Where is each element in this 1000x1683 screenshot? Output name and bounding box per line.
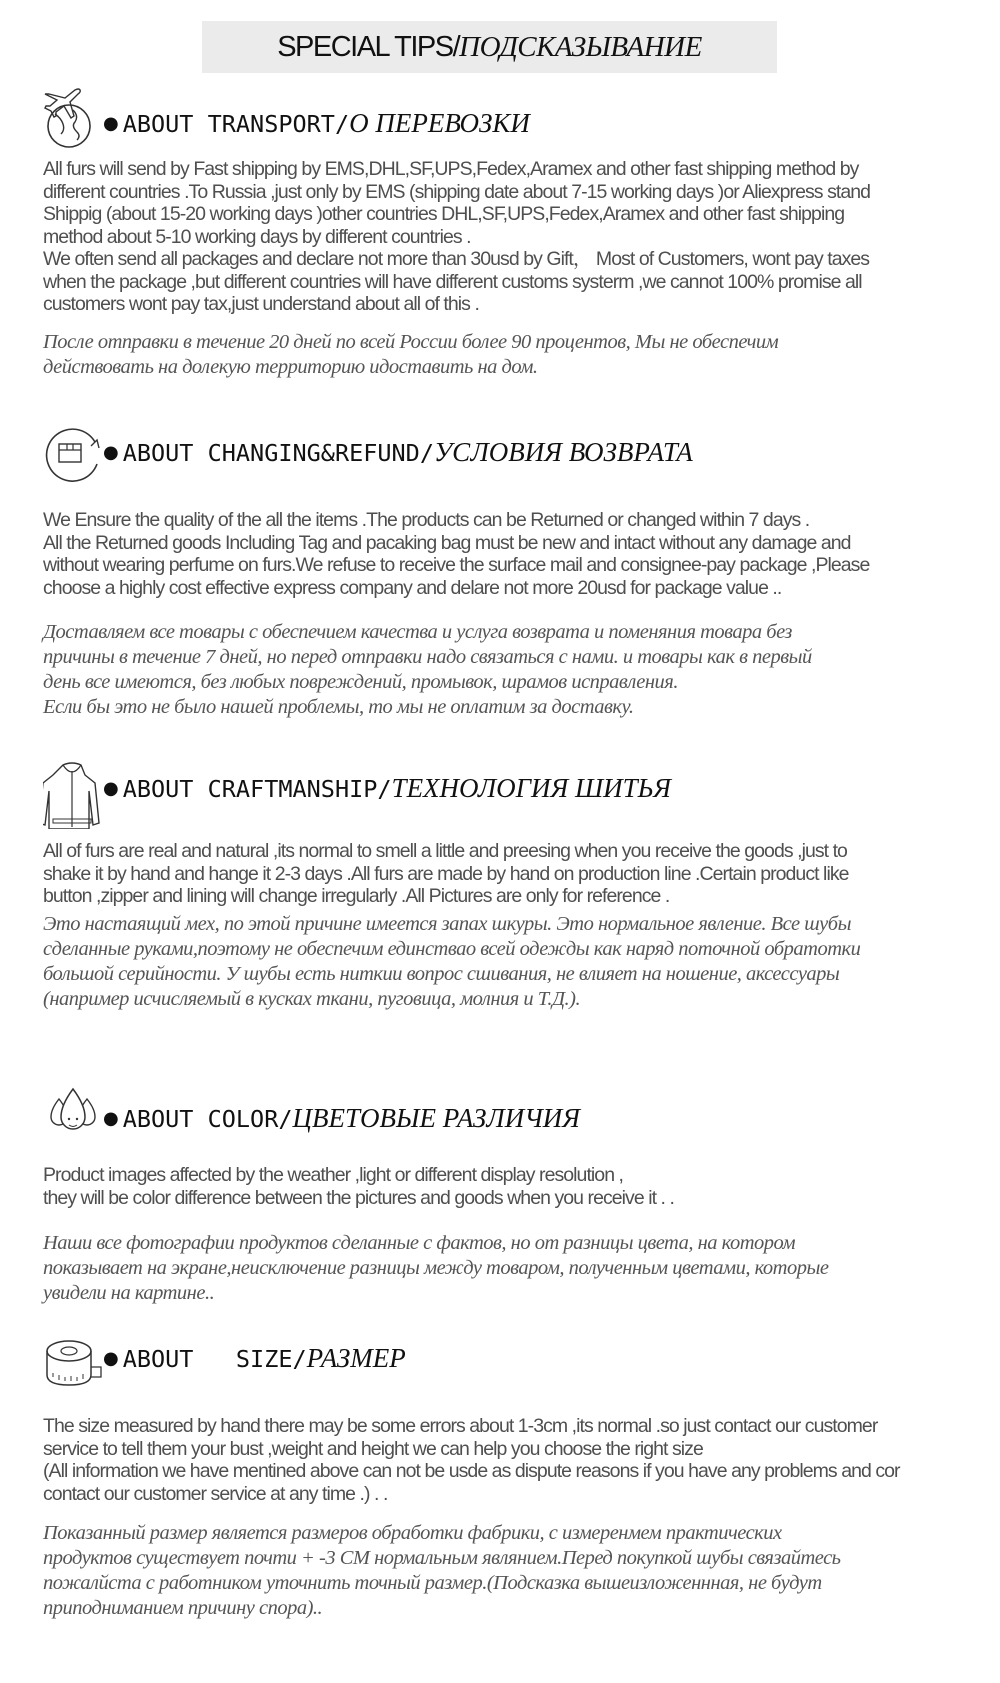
color-drops-icon (43, 1085, 105, 1145)
section-title-ru: О ПЕРЕВОЗКИ (349, 108, 530, 138)
section-title-ru: РАЗМЕР (306, 1343, 406, 1373)
section-title-ru: ЦВЕТОВЫЕ РАЗЛИЧИЯ (292, 1103, 581, 1133)
bullet-icon: ● (103, 778, 119, 799)
section-refund (43, 420, 993, 718)
section-title-ru: УСЛОВИЯ ВОЗВРАТА (433, 437, 693, 467)
bullet-icon: ● (103, 113, 119, 134)
section-title (103, 1103, 580, 1134)
section-title-en: ABOUT CRAFTMANSHIP/ (122, 774, 392, 803)
section-body-en: Product images affected by the weather ,light or different display resolution , they will be color difference between the pictures and goods when you receive it . . (43, 1164, 674, 1209)
section-title (103, 1343, 406, 1374)
section-title-en: ABOUT COLOR/ (122, 1104, 293, 1133)
section-title (103, 437, 693, 468)
section-body-ru: Это настаящий мех, по этой причине имеется запах шкуры. Это нормальное явление. Все шубы сделанные руками,поэтому не обеспечим единстваo всей одежды как наряд поточной обратотки большой серийности. У шубы есть ниткии вопрос сшивания, не влияет на ношение, аксессуары (например исчисляемый в кусках ткани, пуговица, молния и Т.Д.). (43, 913, 861, 1010)
section-body-en: The size measured by hand there may be some errors about 1-3cm ,its normal .so just contact our customer service to tell them your bust ,weight and height we can help you choose the right size (All information we have mentined above can not be usde as dispute reasons if you have any problems and cor contact our customer service at any time .) . . (43, 1415, 900, 1505)
section-body-ru: Доставляем все товары с обеспечием качества и услуга возврата и поменяния товара без причины в течение 7 дней, но перед отправки надо связаться с нами. и товары как в первый день все имеются, без любых повреждений, промывок, шрамов исправления. Если бы это не было нашей проблемы, то мы не оплатим за доставку. (43, 621, 812, 718)
bullet-icon: ● (103, 442, 119, 463)
section-craftmanship (43, 755, 993, 1010)
bullet-icon: ● (103, 1108, 119, 1129)
section-body-ru: Наши все фотографии продуктов сделанные с фактов, но от разницы цвета, на котором показывает на экране,неисключение разницы между товаром, полученным цветами, которые увидели на картине.. (43, 1232, 829, 1304)
title-ru: ПОДСКАЗЫВАНИЕ (459, 30, 702, 63)
section-body-en: We Ensure the quality of the all the items .The products can be Returned or changed within 7 days . All the Returned goods Including Tag and pacaking bag must be new and intact without any damage and without wearing perfume on furs.We refuse to receive the surface mail and consignee-pay package ,Please choose a highly cost effective express company and delare not more 20usd for package value .. (43, 509, 870, 599)
box-return-icon (43, 424, 105, 484)
section-body-en: All of furs are real and natural ,its normal to smell a little and preesing when you receive the goods ,just to shake it by hand and hange it 2-3 days .All furs are made by hand on production line .Certain product like button ,zipper and lining will change irregularly .All Pictures are only for reference . (43, 840, 849, 907)
section-transport (43, 80, 993, 378)
section-body-ru: После отправки в течение 20 дней по всей России более 90 процентов, Мы не обеспечим действовать на долекую территорию идоставить на дом. (43, 331, 779, 378)
measuring-tape-icon (43, 1335, 103, 1387)
section-title (103, 108, 530, 139)
section-size (43, 1335, 993, 1619)
section-color (43, 1085, 993, 1304)
section-body-en: All furs will send by Fast shipping by EMS,DHL,SF,UPS,Fedex,Aramex and other fast shipping method by different countries .To Russia ,just only by EMS (shipping date about 7-15 working days )or Aliexpress stand Shippig (about 15-20 working days )other countries DHL,SF,UPS,Fedex,Aramex and other fast shipping method about 5-10 working days by different countries . We often send all packages and declare not more than 30usd by Gift， Most of Customers, wont pay taxes when the package ,but different countries will have different customs systerm ,we cannot 100% promise all customers wont pay tax,just understand about all of this . (43, 158, 871, 315)
section-title-en: ABOUT CHANGING&REFUND/ (122, 438, 434, 467)
section-title-en: ABOUT TRANSPORT/ (122, 109, 350, 138)
title-banner (202, 21, 777, 73)
section-title (103, 773, 671, 804)
globe-airplane-icon (43, 84, 101, 150)
section-title-ru: ТЕХНОЛОГИЯ ШИТЬЯ (391, 773, 671, 803)
section-title-en: ABOUT SIZE/ (122, 1344, 307, 1373)
bullet-icon: ● (103, 1348, 119, 1369)
jacket-icon (43, 761, 101, 829)
section-body-ru: Показанный размер является размеров обработки фабрики, с измеренмем практических продуктов существует почти + -3 СМ нормальным являнием.Перед покупкой шубы связайтесь пожалйста с работником уточнить точный размер.(Подсказка вышеизложеннная, не будут приподниманием причину спора).. (43, 1522, 841, 1619)
title-en: SPECIAL TIPS/ (277, 30, 460, 63)
